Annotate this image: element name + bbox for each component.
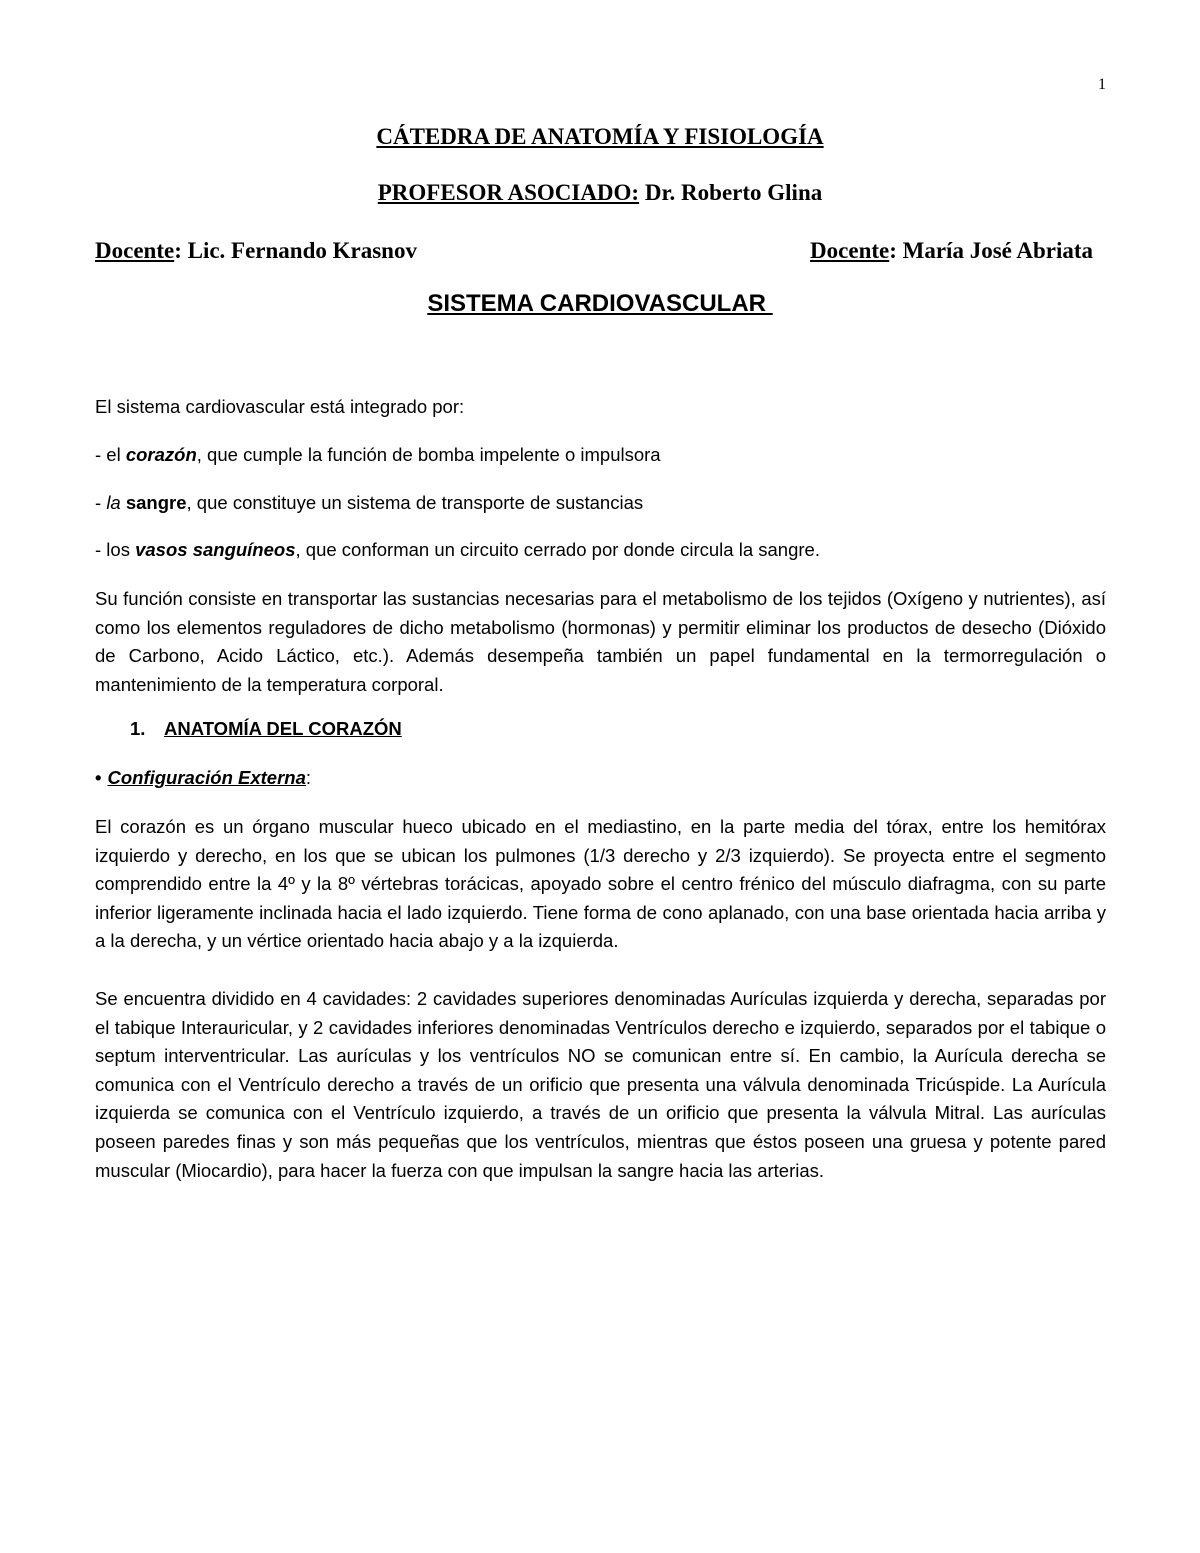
term-sangre: sangre — [125, 492, 187, 513]
docente-left — [95, 238, 417, 264]
subsection-heading — [95, 767, 311, 789]
institution-title: CÁTEDRA DE ANATOMÍA Y FISIOLOGÍA — [376, 124, 824, 149]
intro-item-blood — [95, 492, 643, 514]
subsection-title: Configuración Externa — [107, 767, 306, 788]
item-prefix-italic: la — [106, 492, 126, 513]
term-vasos: vasos sanguíneos — [135, 539, 296, 560]
docente-right-name: : María José Abriata — [889, 238, 1093, 263]
intro-item-vessels — [95, 539, 820, 561]
docente-right-label: Docente — [810, 238, 890, 263]
docente-right — [810, 238, 1093, 264]
item-prefix: - el — [95, 444, 126, 465]
professor-name: Dr. Roberto Glina — [639, 180, 823, 205]
section-title: ANATOMÍA DEL CORAZÓN — [164, 718, 402, 739]
page-title — [0, 290, 1200, 318]
institution-heading — [0, 124, 1200, 150]
item-rest: , que cumple la función de bomba impelente o impulsora — [196, 444, 661, 465]
anatomy-paragraph-2: Se encuentra dividido en 4 cavidades: 2 cavidades superiores denominadas Aurículas izquierda y derecha, separadas por el tabique Interauricular, y 2 cavidades inferiores denominadas Ventrículos derecho e izquierdo, separados por el tabique o septum interventricular. Las aurículas y los ventrículos NO se comunican entre sí. En cambio, la Aurícula derecha se comunica con el Ventrículo derecho a través de un orificio que presenta una válvula denominada Tricúspide. La Aurícula izquierda se comunica con el Ventrículo izquierdo, a través de un orificio que presenta la válvula Mitral. Las aurículas poseen paredes finas y son más pequeñas que los ventrículos, mientras que éstos poseen una gruesa y potente pared muscular (Miocardio), para hacer la fuerza con que impulsan la sangre hacia las arterias. — [95, 988, 1106, 1181]
function-paragraph: Su función consiste en transportar las sustancias necesarias para el metabolismo de los tejidos (Oxígeno y nutrientes), así como los elementos reguladores de dicho metabolismo (hormonas) y permitir eliminar los productos de desecho (Dióxido de Carbono, Acido Láctico, etc.). Además desempeña también un papel fundamental en la termorregulación o mantenimiento de la temperatura corporal. — [95, 588, 1106, 695]
professor-line — [0, 180, 1200, 206]
anatomy-paragraph-1: El corazón es un órgano muscular hueco ubicado en el mediastino, en la parte media del tórax, entre los hemitórax izquierdo y derecho, en los que se ubican los pulmones (1/3 derecho y 2/3 izquierdo). Se proyecta entre el segmento comprendido entre la 4º y la 8º vértebras torácicas, apoyado sobre el centro frénico del músculo diafragma, con su parte inferior ligeramente inclinada hacia el lado izquierdo. Tiene forma de cono aplanado, con una base orientada hacia arriba y a la derecha, y un vértice orientado hacia abajo y a la izquierda. — [95, 816, 1106, 952]
item-rest: , que conforman un circuito cerrado por donde circula la sangre. — [295, 539, 820, 560]
bullet-icon: • — [95, 767, 102, 788]
term-corazon: corazón — [125, 444, 197, 465]
page-number: 1 — [1098, 76, 1106, 93]
subsection-suffix: : — [305, 767, 312, 788]
section-heading — [130, 718, 402, 740]
page-title-text: SISTEMA CARDIOVASCULAR — [427, 290, 773, 317]
section-number: 1. — [130, 718, 146, 739]
item-rest: , que constituye un sistema de transporte de sustancias — [186, 492, 644, 513]
intro-item-heart — [95, 444, 661, 466]
item-prefix: - — [95, 492, 107, 513]
intro-lead: El sistema cardiovascular está integrado por: — [95, 396, 465, 417]
item-prefix: - los — [95, 539, 136, 560]
docente-left-label: Docente — [95, 238, 175, 263]
professor-label: PROFESOR ASOCIADO: — [377, 180, 640, 205]
docente-left-name: : Lic. Fernando Krasnov — [174, 238, 417, 263]
